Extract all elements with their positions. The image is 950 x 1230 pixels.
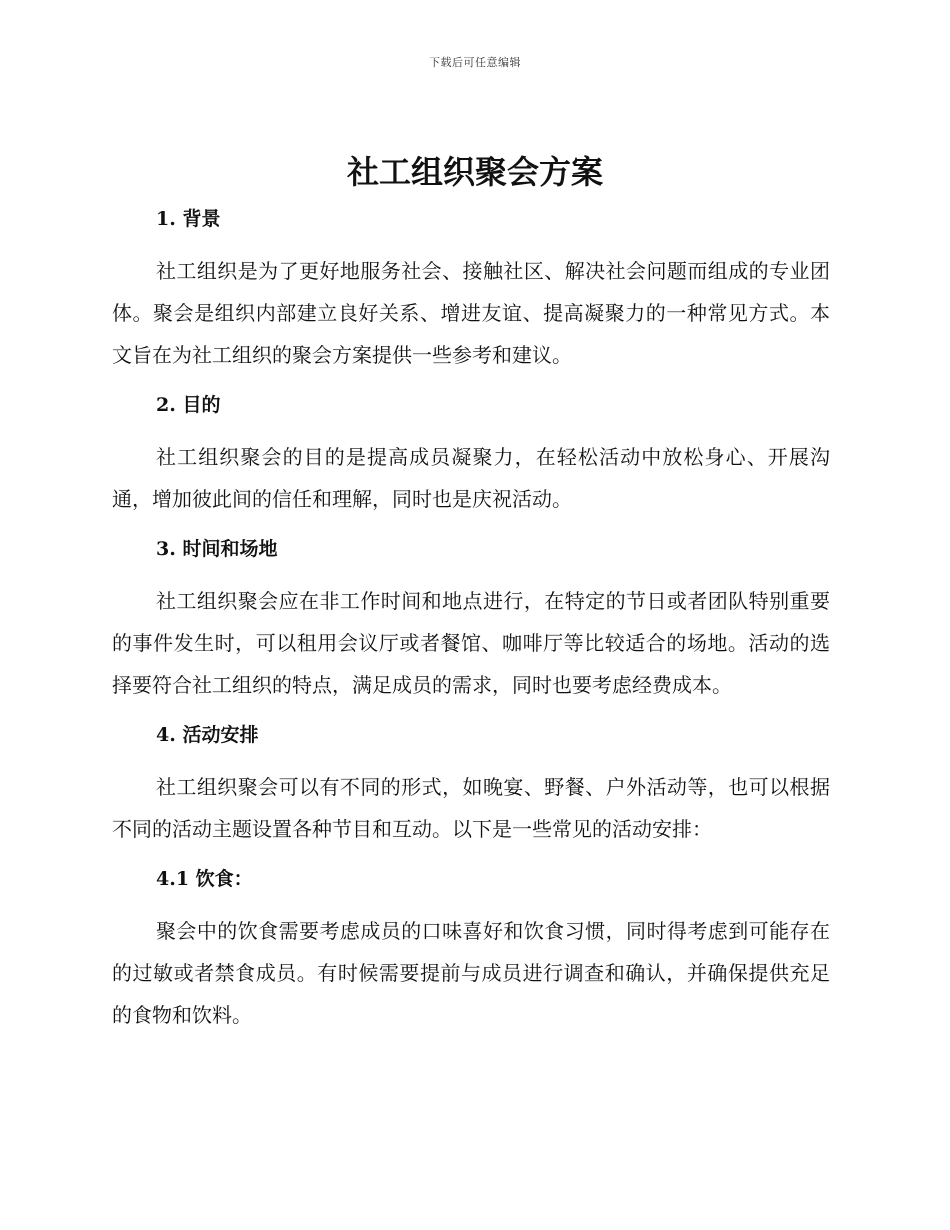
section-heading-purpose: 2. 目的 [156,394,221,416]
section-paragraph-background: 社工组织是为了更好地服务社会、接触社区、解决社会问题而组成的专业团体。聚会是组织内部建立良好关系、增进友谊、提高凝聚力的一种常见方式。本文旨在为社工组织的聚会方案提供一些参考和建议。 [112,259,830,367]
section-paragraph-food: 聚会中的饮食需要考虑成员的口味喜好和饮食习惯，同时得考虑到可能存在的过敏或者禁食成员。有时候需要提前与成员进行调查和确认，并确保提供充足的食物和饮料。 [112,919,830,1027]
document-body [112,200,830,1046]
section-heading-food: 4.1 饮食： [156,868,253,890]
section-paragraph-purpose: 社工组织聚会的目的是提高成员凝聚力，在轻松活动中放松身心、开展沟通，增加彼此间的信任和理解，同时也是庆祝活动。 [112,445,830,511]
section-heading-background: 1. 背景 [156,208,221,230]
document-title: 社工组织聚会方案 [346,153,603,191]
section-heading-time-venue: 3. 时间和场地 [156,538,278,560]
section-paragraph-activities: 社工组织聚会可以有不同的形式，如晚宴、野餐、户外活动等，也可以根据不同的活动主题设置各种节目和互动。以下是一些常见的活动安排： [112,775,830,841]
section-paragraph-time-venue: 社工组织聚会应在非工作时间和地点进行，在特定的节日或者团队特别重要的事件发生时，可以租用会议厅或者餐馆、咖啡厅等比较适合的场地。活动的选择要符合社工组织的特点，满足成员的需求，同时也要考虑经费成本。 [112,589,830,697]
header-note: 下载后可任意编辑 [429,56,521,69]
section-heading-activities: 4. 活动安排 [156,724,259,746]
